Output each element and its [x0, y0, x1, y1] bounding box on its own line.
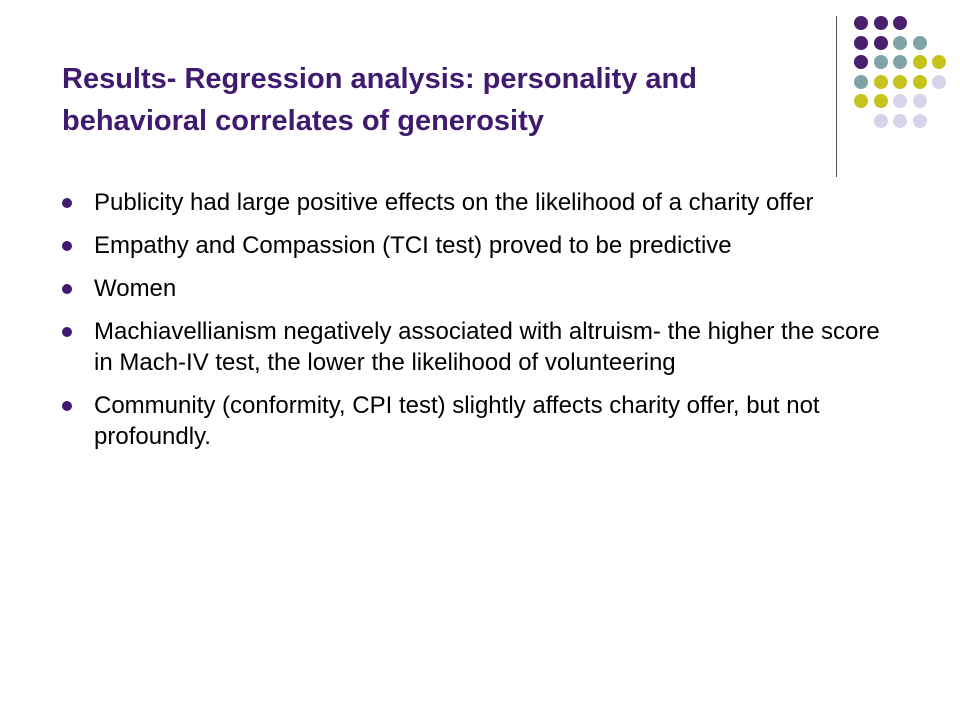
- bullet-text: Publicity had large positive effects on the likelihood of a charity offer: [94, 189, 814, 216]
- decorative-dot-teal: [893, 36, 907, 50]
- decorative-dot-teal: [913, 36, 927, 50]
- decorative-dot-lavender: [874, 114, 888, 128]
- bullet-dot-icon: [62, 327, 72, 337]
- decorative-dot-lavender: [913, 114, 927, 128]
- bullet-item: [60, 230, 890, 261]
- bullet-item: [60, 187, 890, 218]
- bullet-dot-icon: [62, 241, 72, 251]
- decorative-dot-olive: [874, 75, 888, 89]
- decorative-dot-olive: [874, 94, 888, 108]
- decorative-dot-lavender: [913, 94, 927, 108]
- bullet-item: [60, 390, 890, 452]
- bullet-dot-icon: [62, 284, 72, 294]
- decorative-dot-lavender: [932, 75, 946, 89]
- decorative-dot-olive: [854, 94, 868, 108]
- bullet-text: Women: [94, 275, 177, 302]
- bullet-item: [60, 316, 890, 378]
- bullet-item: [60, 273, 890, 304]
- decorative-dot-lavender: [893, 114, 907, 128]
- decorative-dot-olive: [932, 55, 946, 69]
- decorative-dot-purple: [854, 36, 868, 50]
- decorative-dot-olive: [913, 55, 927, 69]
- bullet-text: Community (conformity, CPI test) slightly affects charity offer, but not profoundly.: [94, 392, 820, 450]
- bullet-dot-icon: [62, 401, 72, 411]
- decorative-dot-purple: [893, 16, 907, 30]
- bullet-list: [60, 187, 890, 464]
- bullet-text: Empathy and Compassion (TCI test) proved to be predictive: [94, 232, 732, 259]
- decorative-dot-olive: [893, 75, 907, 89]
- decorative-dot-purple: [874, 36, 888, 50]
- bullet-dot-icon: [62, 198, 72, 208]
- decorative-dot-purple: [874, 16, 888, 30]
- decorative-dot-olive: [913, 75, 927, 89]
- decorative-dot-purple: [854, 16, 868, 30]
- decorative-dot-teal: [893, 55, 907, 69]
- decorative-dot-teal: [874, 55, 888, 69]
- decorative-dot-teal: [854, 75, 868, 89]
- title-divider-line: [836, 16, 837, 177]
- bullet-text: Machiavellianism negatively associated with altruism- the higher the score in Mach-IV test, the lower the likelihood of volunteering: [94, 318, 880, 376]
- slide-title: Results- Regression analysis: personality and behavioral correlates of generosity: [62, 63, 697, 137]
- decorative-dot-lavender: [893, 94, 907, 108]
- decorative-dot-purple: [854, 55, 868, 69]
